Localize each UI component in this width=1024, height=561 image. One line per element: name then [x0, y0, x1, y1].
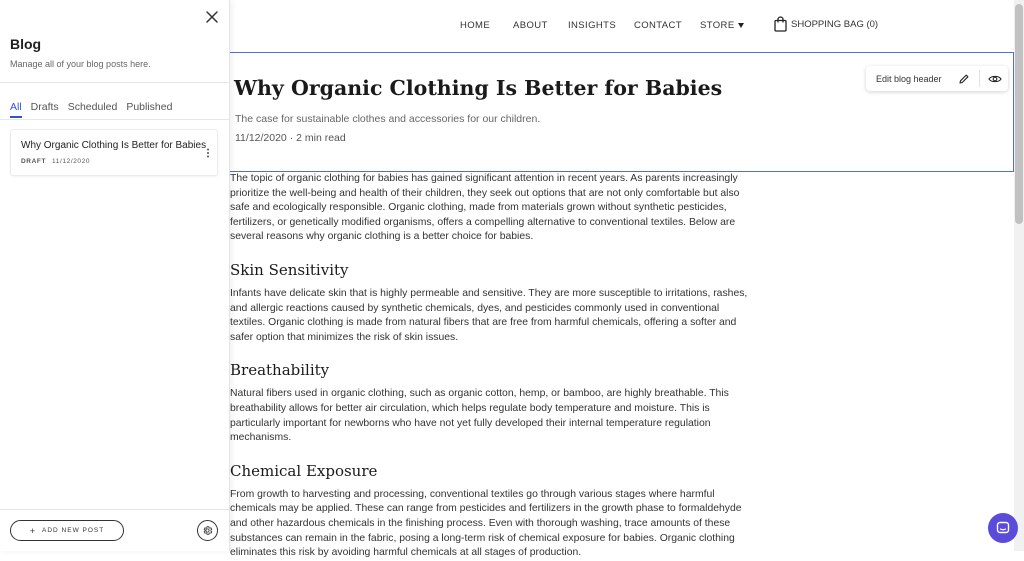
post-status-badge: DRAFT	[21, 158, 47, 165]
post-title: Why Organic Clothing Is Better for Babies	[234, 76, 723, 100]
section-heading: Chemical Exposure	[230, 461, 378, 480]
shopping-bag-label: SHOPPING BAG (0)	[791, 18, 879, 30]
shopping-bag-icon	[774, 16, 787, 32]
blog-sidebar	[0, 0, 230, 551]
blog-settings-button[interactable]	[197, 520, 218, 541]
tab-scheduled[interactable]: Scheduled	[67, 101, 118, 113]
nav-about[interactable]: ABOUT	[513, 20, 548, 31]
tab-drafts[interactable]: Drafts	[30, 101, 59, 113]
post-item-title: Why Organic Clothing Is Better for Babies	[21, 140, 207, 151]
section-paragraph: From growth to harvesting and processing, conventional textiles go through various stages where harmful chemicals may be applied. These can range from pesticides and fertilizers in the growth phase to formaldehyde and other hazardous chemicals in the finishing process. Even with thorough washing, trace amounts of these substances can remain in the fabric, posing a long-term risk of chemical exposure for babies. Organic clothing eliminates this risk by avoiding harmful chemicals at all stages of production.	[230, 488, 742, 559]
post-date-readtime: 11/12/2020 · 2 min read	[235, 132, 346, 144]
nav-contact[interactable]: CONTACT	[634, 20, 683, 31]
post-filter-tabs	[10, 101, 181, 118]
edit-blog-header-toolbar	[866, 66, 1008, 91]
post-content	[230, 172, 752, 561]
sidebar-subtitle: Manage all of your blog posts here.	[10, 59, 151, 69]
tabs-divider	[0, 119, 229, 120]
scrollbar-thumb[interactable]	[1015, 4, 1023, 224]
add-new-post-button[interactable]	[10, 520, 124, 541]
sidebar-footer-divider	[0, 509, 229, 510]
post-item-meta	[21, 158, 90, 165]
section-heading: Skin Sensitivity	[230, 260, 349, 279]
nav-home[interactable]: HOME	[460, 20, 491, 31]
post-item-date: 11/12/2020	[52, 158, 91, 165]
chat-button[interactable]	[988, 513, 1018, 543]
pencil-icon[interactable]	[956, 71, 972, 87]
plus-icon: +	[29, 525, 37, 536]
tab-all[interactable]: All	[10, 101, 22, 118]
intro-paragraph: The topic of organic clothing for babies has gained significant attention in recent years. As parents increasingly prioritize the well-being and health of their children, they seek out options that are not only comfortable but also safe and ecologically responsible. Organic clothing, made from materials grown without synthetic pesticides, fertilizers, or genetically modified organisms, offers a compelling alternative to conventional textiles. Below are several reasons why organic clothing is a better choice for babies.	[230, 173, 740, 243]
section-paragraph: Infants have delicate skin that is highly permeable and sensitive. They are more susceptible to irritations, rashes, and allergic reactions caused by synthetic chemicals, dyes, and pesticides commonly used in conventional textiles. Organic clothing is made from natural fibers that are free from harmful chemicals, offering a softer and safer option that minimizes the risk of skin issues.	[230, 287, 748, 343]
close-icon[interactable]	[204, 9, 220, 25]
sidebar-divider	[0, 82, 229, 83]
more-options-icon[interactable]	[204, 146, 212, 160]
chevron-down-icon[interactable]	[738, 23, 744, 28]
tab-published[interactable]: Published	[126, 101, 173, 113]
section-heading: Breathability	[230, 361, 330, 380]
toolbar-separator	[979, 70, 980, 87]
nav-insights[interactable]: INSIGHTS	[568, 20, 617, 31]
post-list-item[interactable]	[10, 129, 218, 176]
section-paragraph: Natural fibers used in organic clothing, such as organic cotton, hemp, or bamboo, are highly breathable. This breathability allows for better air circulation, which helps regulate body temperature and moisture. This is particularly important for newborns who have not yet fully developed their internal temperature regulation mechanisms.	[230, 388, 729, 444]
gear-icon	[202, 525, 213, 536]
shopping-bag-link[interactable]	[774, 16, 878, 32]
nav-store[interactable]: STORE	[700, 20, 735, 31]
post-subtitle: The case for sustainable clothes and accessories for our children.	[235, 113, 541, 125]
site-nav	[230, 0, 1010, 50]
add-new-post-label: ADD NEW POST	[42, 527, 105, 534]
chat-bubble-icon	[996, 521, 1010, 535]
eye-icon[interactable]	[987, 71, 1003, 87]
edit-blog-header-button[interactable]: Edit blog header	[876, 73, 942, 84]
sidebar-title: Blog	[10, 36, 42, 52]
